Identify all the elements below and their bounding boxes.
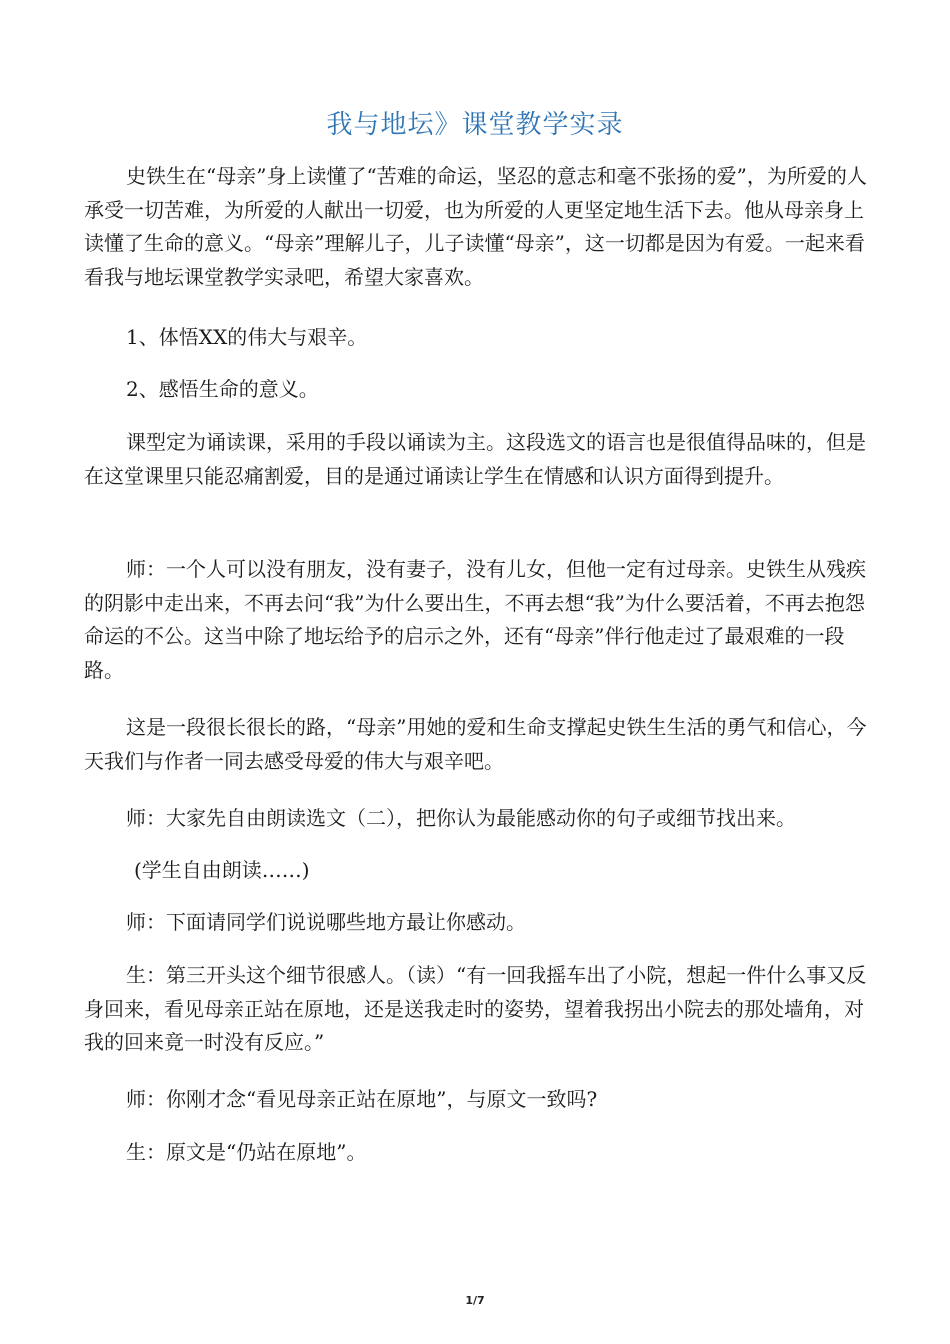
teacher-instruction-paragraph: 师：大家先自由朗读选文（二），把你认为最能感动你的句子或细节找出来。 [126,806,796,830]
teacher-intro-paragraph: 师：一个人可以没有朋友，没有妻子，没有儿女，但他一定有过母亲。史铁生从残疾的阴影中走出来，不再去问“我”为什么要出生，不再去想“我”为什么要活着，不再去抱怨命运的不公。这当中除了地坛给予的启示之外，还有“母亲”伴行他走过了最艰难的一段路。 [84,557,866,682]
intro-paragraph: 史铁生在“母亲”身上读懂了“苦难的命运，坚忍的意志和毫不张扬的爱”，为所爱的人承受一切苦难，为所爱的人献出一切爱，也为所爱的人更坚定地生活下去。他从母亲身上读懂了生命的意义。“母亲”理解儿子，儿子读懂“母亲”，这一切都是因为有爱。一起来看看我与地坛课堂教学实录吧，希望大家喜欢。 [84,164,867,289]
document-title: 我与地坛》课堂教学实录 [326,110,624,140]
mother-love-paragraph: 这是一段很长很长的路，“母亲”用她的爱和生命支撑起史铁生生活的勇气和信心，今天我们与作者一同去感受母爱的伟大与艰辛吧。 [84,715,867,773]
teacher-followup-paragraph: 师：你刚才念“看见母亲正站在原地”，与原文一致吗? [126,1087,598,1111]
lesson-type-paragraph: 课型定为诵读课，采用的手段以诵读为主。这段选文的语言也是很值得品味的，但是在这堂课里只能忍痛割爱，目的是通过诵读让学生在情感和认识方面得到提升。 [84,430,866,488]
objective-item-2: 2、感悟生命的意义。 [126,377,319,401]
teacher-question-paragraph: 师：下面请同学们说说哪些地方最让你感动。 [126,910,526,934]
page-number: 1/7 [465,1294,485,1307]
student-reading-note: (学生自由朗读……) [134,858,310,882]
objective-item-1: 1、体悟XX的伟大与艰辛。 [126,325,368,349]
student-reply-paragraph: 生：原文是“仍站在原地”。 [126,1140,367,1164]
student-answer-paragraph: 生：第三开头这个细节很感人。（读）“有一回我摇车出了小院，想起一件什么事又反身回来，看见母亲正站在原地，还是送我走时的姿势，望着我拐出小院去的那处墙角，对我的回来竟一时没有反应。” [84,963,867,1054]
